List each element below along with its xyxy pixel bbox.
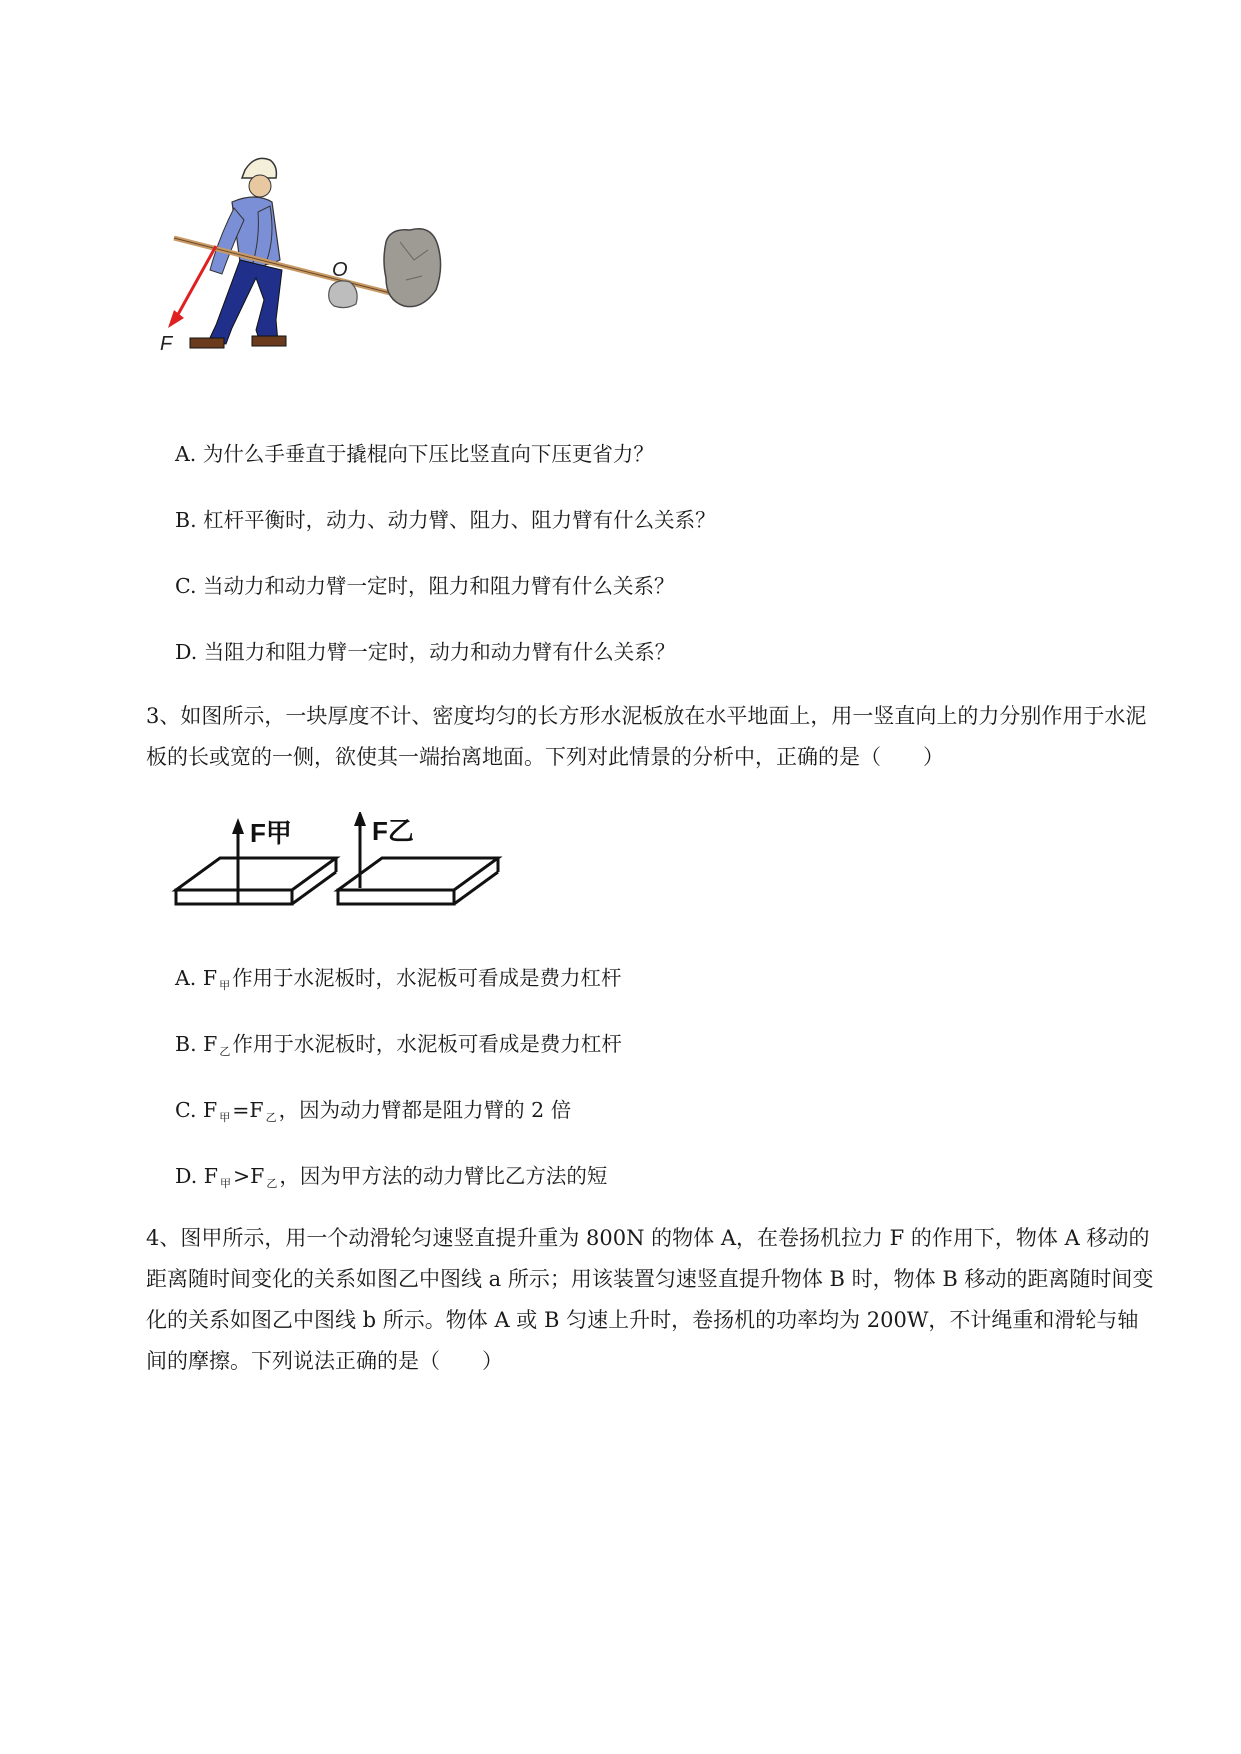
- q2-option-d: D. 当阻力和阻力臂一定时，动力和动力臂有什么关系？: [175, 640, 676, 664]
- q3-option-b-sub: 乙: [219, 1045, 231, 1058]
- slab-figure: [170, 812, 510, 912]
- q3-option-c-sub2: 乙: [265, 1111, 277, 1124]
- lever-figure: [160, 150, 500, 400]
- q3-option-b-prefix: B. F: [175, 1032, 218, 1056]
- q2-option-a: A. 为什么手垂直于撬棍向下压比竖直向下压更省力？: [175, 442, 654, 466]
- q3-option-d-rest: ，因为甲方法的动力臂比乙方法的短: [279, 1164, 608, 1188]
- q3-option-b-rest: 作用于水泥板时，水泥板可看成是费力杠杆: [232, 1032, 622, 1056]
- q3-option-c: [175, 1096, 571, 1132]
- q3-option-c-mid: =F: [232, 1098, 264, 1122]
- lever-illustration: [160, 150, 500, 400]
- q3-option-a-prefix: A. F: [175, 966, 218, 990]
- q3-option-a-sub: 甲: [219, 979, 231, 992]
- q3-option-c-rest: ，因为动力臂都是阻力臂的 2 倍: [278, 1098, 572, 1122]
- q3-option-c-sub1: 甲: [219, 1111, 231, 1124]
- q3-option-d-sub2: 乙: [266, 1177, 278, 1190]
- pivot-label-o: O: [332, 259, 348, 281]
- question-3-text: 3、如图所示，一块厚度不计、密度均匀的长方形水泥板放在水平地面上，用一竖直向上的力分别作用于水泥板的长或宽的一侧，欲使其一端抬离地面。下列对此情景的分析中，正确的是（ ）: [146, 704, 1147, 769]
- force-label-yi: F乙: [372, 816, 414, 846]
- q3-option-a-rest: 作用于水泥板时，水泥板可看成是费力杠杆: [232, 966, 622, 990]
- q3-option-d-sub1: 甲: [219, 1177, 231, 1190]
- q3-option-c-prefix: C. F: [175, 1098, 218, 1122]
- q3-option-d-prefix: D. F: [175, 1164, 218, 1188]
- q3-option-b: [175, 1030, 622, 1066]
- q3-option-d: [175, 1162, 607, 1198]
- question-4-text: 4、图甲所示，用一个动滑轮匀速竖直提升重为 800N 的物体 A，在卷扬机拉力 F 的作用下，物体 A 移动的距离随时间变化的关系如图乙中图线 a 所示；用该装置匀速竖直提升物体 B 时，物体 B 移动的距离随时间变化的关系如图乙中图线 b 所示。物体 A 或 B 匀速上升时，卷扬机的功率均为 200W，不计绳重和滑轮与轴间的摩擦。下列说法正确的是（ ）: [146, 1226, 1154, 1373]
- force-label-f: F: [160, 333, 173, 355]
- q3-option-a: [175, 964, 622, 1000]
- q2-option-c: C. 当动力和动力臂一定时，阻力和阻力臂有什么关系？: [175, 574, 675, 598]
- q3-option-d-mid: >F: [232, 1164, 265, 1188]
- force-label-jia: F甲: [250, 818, 292, 848]
- q2-option-b: B. 杠杆平衡时，动力、动力臂、阻力、阻力臂有什么关系？: [175, 508, 716, 532]
- slab-illustration: [170, 812, 510, 912]
